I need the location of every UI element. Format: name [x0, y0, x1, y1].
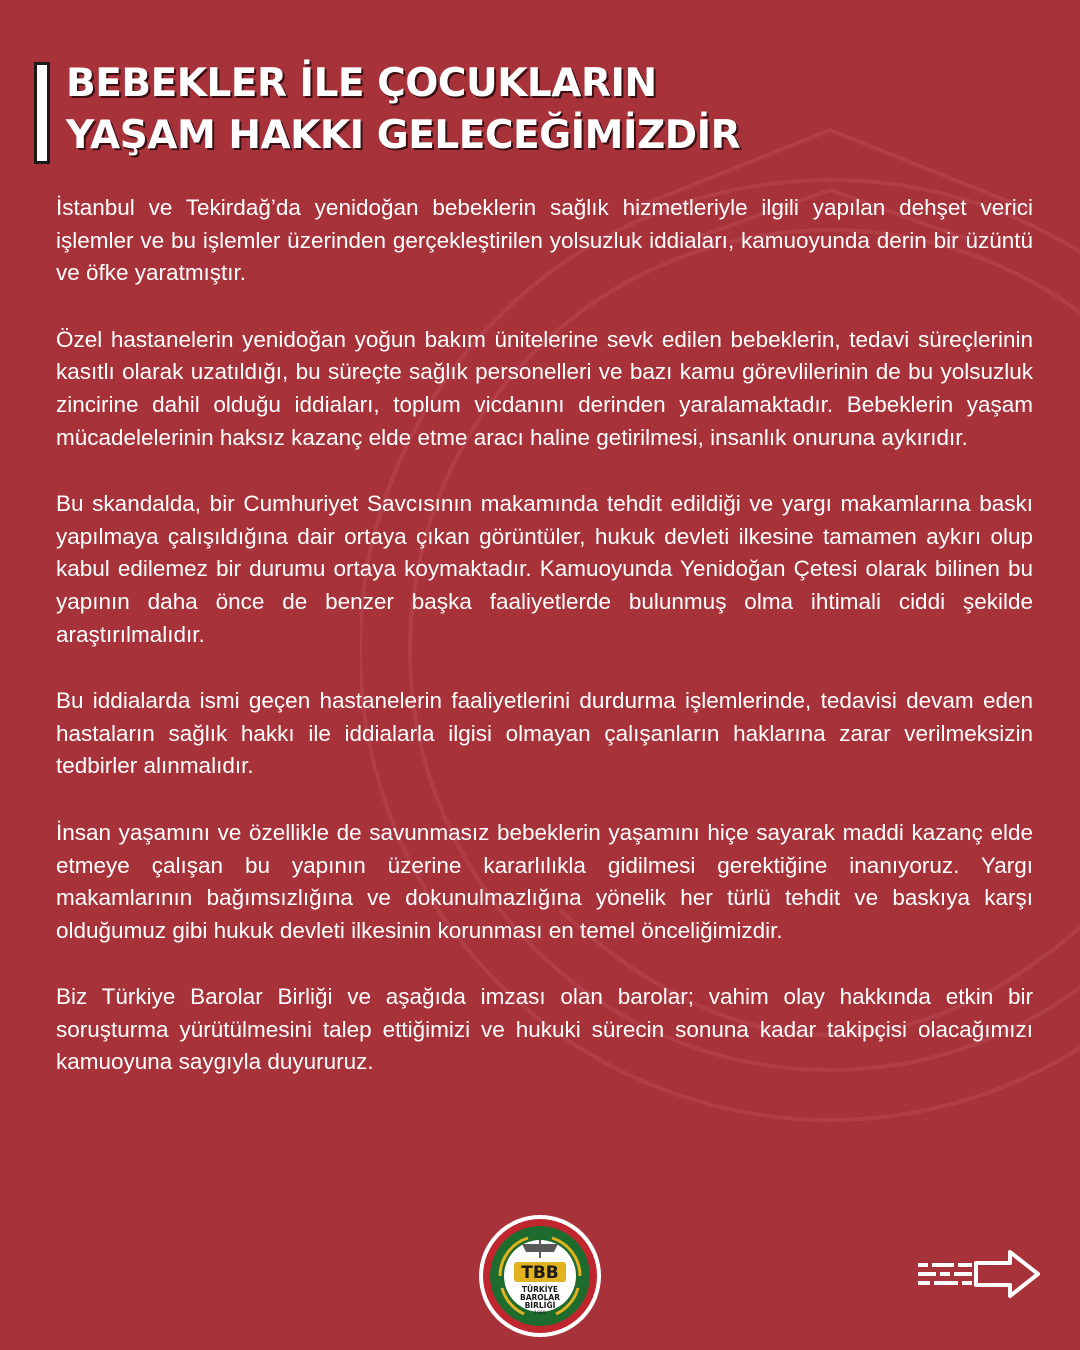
- logo-text-3: BİRLİĞİ: [524, 1301, 556, 1310]
- title-accent-bar: [34, 62, 50, 164]
- arrow-right-icon[interactable]: [918, 1246, 1044, 1302]
- logo-text-1: TÜRKİYE: [521, 1285, 559, 1294]
- logo-text-2: BAROLAR: [519, 1293, 561, 1302]
- tbb-logo: [478, 1214, 602, 1338]
- logo-monogram: TBB: [521, 1263, 559, 1283]
- paragraph-2: Özel hastanelerin yenidoğan yoğun bakım ünitelerine sevk edilen bebeklerin, tedavi süreçlerinin kasıtlı olarak uzatıldığı, bu süreçte sağlık personelleri ve bazı kamu görevlilerinin de bu yolsuzluk zincirine dahil olduğu iddiaları, toplum vicdanını derinden yaralamaktadır. Bebeklerin yaşam mücadelelerinin haksız kazanç elde etme aracı haline getirilmesi, insanlık onuruna aykırıdır.: [56, 326, 1033, 450]
- paragraph-4: Bu iddialarda ismi geçen hastanelerin faaliyetlerini durdurma işlemlerinde, tedavisi devam eden hastaların sağlık hakkı ile iddialarla ilgisi olmayan çalışanların haklarına zarar verilmeksizin tedbirler alınmalıdır.: [56, 688, 1033, 779]
- paragraph-5: İnsan yaşamını ve özellikle de savunmasız bebeklerin yaşamını hiçe sayarak maddi kazanç elde etmeye çalışan bu yapının üzerine kararlılıkla gidilmesi gerektiğine inanıyoruz. Yargı makamlarının bağımsızlığına ve dokunulmazlığına yönelik her türlü tehdit ve baskıya karşı olduğumuz gibi hukuk devleti ilkesinin korunması en temel önceliğimizdir.: [56, 819, 1033, 943]
- page-title: [66, 58, 826, 162]
- title-line-2: YAŞAM HAKKI GELECEĞİMİZDİR: [66, 113, 741, 158]
- paragraph-1: İstanbul ve Tekirdağ’da yenidoğan bebeklerin sağlık hizmetleriyle ilgili yapılan dehşet verici işlemler ve bu işlemler üzerinden gerçekleştirilen yolsuzluk iddiaları, kamuoyunda derin bir üzüntü ve öfke yaratmıştır.: [56, 195, 1033, 286]
- paragraph-6: Biz Türkiye Barolar Birliği ve aşağıda imzası olan barolar; vahim olay hakkında etkin bir soruşturma yürütülmesini talep ettiğimizi ve hukuki sürecin sonuna kadar takipçisi olacağımızı kamuoyuna saygıyla duyururuz.: [56, 984, 1033, 1075]
- paragraph-3: Bu skandalda, bir Cumhuriyet Savcısının makamında tehdit edildiği ve yargı makamlarına baskı yapılmaya çalışıldığına dair ortaya çıkan görüntüler, hukuk devleti ilkesine tamamen aykırı olup kabul edilemez bir durumu ortaya koymaktadır. Kamuoyunda Yenidoğan Çetesi olarak bilinen bu yapının daha önce de benzer başka faaliyetlerde bulunmuş olma ihtimali ciddi şekilde araştırılmalıdır.: [56, 491, 1033, 647]
- title-line-1: BEBEKLER İLE ÇOCUKLARIN: [66, 61, 657, 106]
- logo-year: 1969: [534, 1311, 546, 1316]
- statement-body: [56, 192, 1033, 1113]
